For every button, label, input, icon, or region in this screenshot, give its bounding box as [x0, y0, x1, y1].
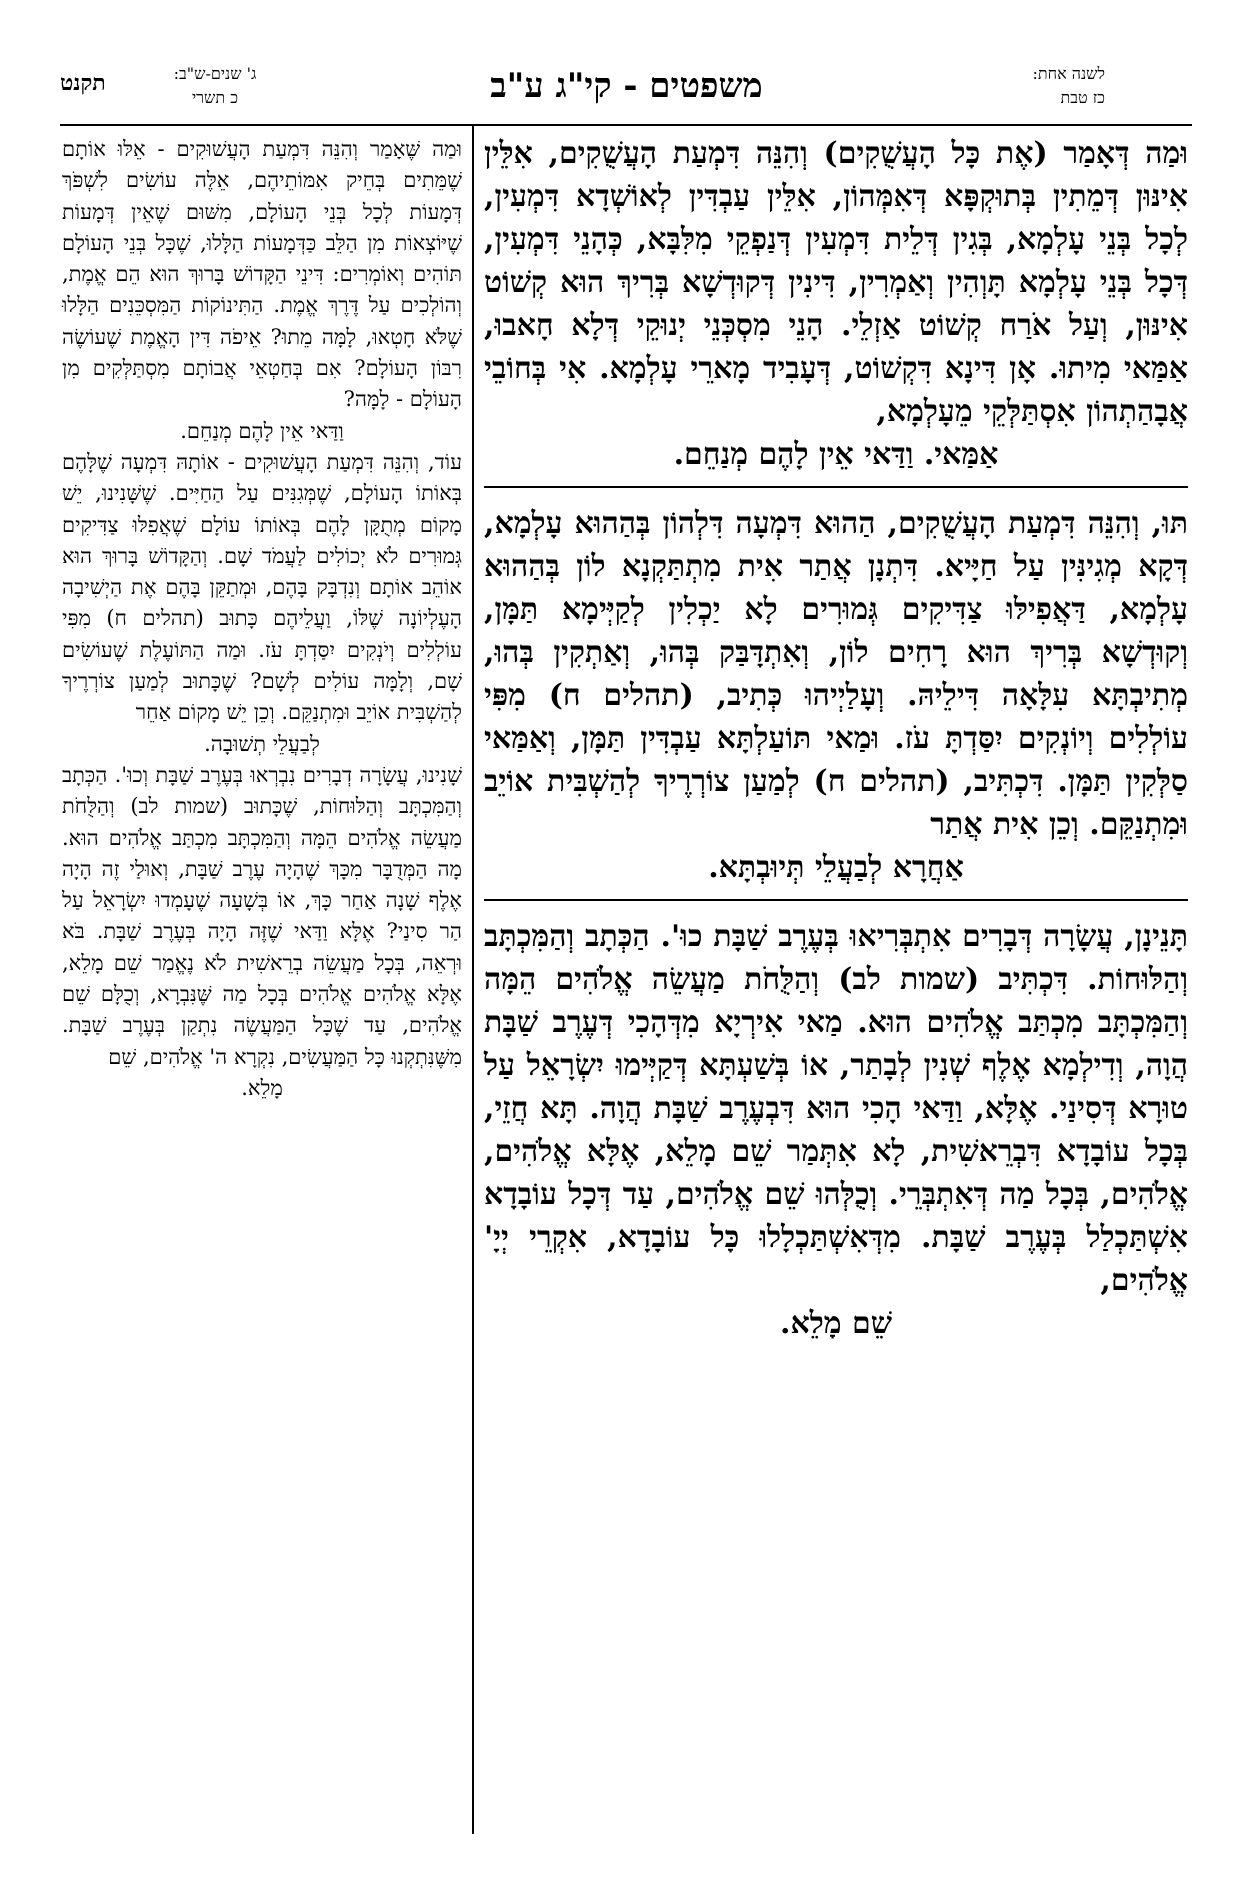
- commentary-paragraph-2-end: לְבַעֲלֵי תְשׁוּבָה.: [204, 731, 320, 756]
- main-paragraph-3: תָּנֵינָן, עֲשָׂרָה דְּבָרִים אִתְבְּרִיאוּ בְּעֶרֶב שַׁבָּת כוּ'. הַכְּתָב וְהַמִּכְתָּב וְהַלּוּחוֹת. דִּכְתִּיב (שמות לב) וְהַלֻּחֹת מַעֲשֵׂה אֱלֹהִים הֵמָּה וְהַמִּכְתָּב מִכְתַּב אֱלֹהִים הוּא. מַאי אִירְיָא מִדְּהָכִי דְּעֶרֶב שַׁבָּת הֲוָה, וְדִילְמָא אֶלֶף שְׁנִין לְבָתַר, אוֹ בְּשַׁעְתָּא דְּקַיְּימוּ יִשְׂרָאֵל עַל טוּרָא דְּסִינַי. אֶלָּא, וַדַּאי הָכִי הוּא דִּבְעֶרֶב שַׁבָּת הֲוָה. תָּא חֲזֵי, בְּכָל עוֹבָדָא דִּבְרֵאשִׁית, לָא אִתְּמַר שֵׁם מָלֵא, אֶלָּא אֱלֹהִים, אֱלֹהִים, בְּכָל מַה דְּאִתְבְּרֵי. וְכֻלְּהוּ שֵׁם אֱלֹהִים, עַד דְּכָל עוֹבָדָא אִשְׁתַּכְלַל בְּעֶרֶב שַׁבָּת. מִדְּאִשְׁתַּכְלָלוּ כָּל עוֹבָדָא, אִקְרֵי יְיָ' אֱלֹהִים,: [484, 919, 1188, 1298]
- main-paragraph-3-end: שֵׁם מָלֵא.: [780, 1306, 892, 1341]
- column-divider: [472, 126, 474, 1834]
- commentary-paragraph-3: שָׁנִינוּ, עֲשָׂרָה דְבָרִים נִבְרְאוּ בְּעֶרֶב שַׁבָּת וְכוּ'. הַכְּתָב וְהַמִּכְתָּב וְהַלּוּחוֹת, שֶׁכָּתוּב (שמות לב) וְהַלֻּחֹת מַעֲשֵׂה אֱלֹהִים הֵמָּה וְהַמִּכְתָּב מִכְתַּב אֱלֹהִים הוּא. מָה הַמְּדֻבָּר מִכָּךְ שֶׁהָיָה עֶרֶב שַׁבָּת, וְאוּלַי זֶה הָיָה אֶלֶף שָׁנָה אַחַר כָּךְ, אוֹ בְּשָׁעָה שֶׁעָמְדוּ יִשְׂרָאֵל עַל הַר סִינַי? אֶלָּא וַדַּאי שֶׁזֶּה הָיָה בְּעֶרֶב שַׁבָּת. בֹּא וּרְאֵה, בְּכָל מַעֲשֵׂה בְרֵאשִׁית לֹא נֶאֱמַר שֵׁם מָלֵא, אֶלָּא אֱלֹהִים אֱלֹהִים בְּכָל מַה שֶּׁנִּבְרָא, וְכֻלָּם שֵׁם אֱלֹהִים, עַד שֶׁכָּל הַמַּעֲשֶׂה נִתְקַן בְּעֶרֶב שַׁבָּת. מִשֶּׁנִּתְקְנוּ כָּל הַמַּעֲשִׂים, נִקְרָא ה' אֱלֹהִים, שֵׁם: [62, 762, 462, 1069]
- main-paragraph-2-end: אַחֲרָא לְבַעֲלֵי תְּיוּבְתָּא.: [708, 850, 964, 885]
- main-text-column: [484, 132, 1188, 1345]
- header-right-line1: לשנה אחת:: [1032, 64, 1105, 83]
- page-title: משפטים - קי"ג ע"ב: [490, 66, 763, 106]
- main-paragraph-1-end: אַמַּאי. וַדַּאי אֵין לָהֶם מְנַחֵם.: [673, 437, 999, 472]
- header-left-line2: כ תשרי: [191, 88, 239, 107]
- main-paragraph-2: תּוּ, וְהִנֵּה דִּמְעַת הָעֲשֻׁקִים, הַהוּא דִּמְעָה דִּלְהוֹן בְּהַהוּא עָלְמָא, דְּקָא מְגִינִּין עַל חַיָּיא. דִּתְנָן אֲתַר אִית מִתְתַּקְנָא לוֹן בְּהַהוּא עָלְמָא, דַּאֲפִילּוּ צַדִּיקִים גְּמוּרִים לָא יַכְלִין לְקַיְּימָא תַּמָּן, וְקוּדְשָׁא בְּרִיךְ הוּא רָחִים לוֹן, וְאִתְדָּבַּק בְּהוּ, וְאַתְקִין בְּהוּ, מְתִיבְתָּא עִלָּאָה דִּילֵיהּ. וְעָלַיְיהוּ כְּתִיב, (תהלים ח) מִפִּי עוֹלְלִים וְיוֹנְקִים יִסַּדְתָּ עֹז. וּמַאי תּוֹעַלְתָּא עַבְדִּין תַּמָּן, וְאַמַּאי סַלְּקִין תַּמָּן. דִּכְתִּיב, (תהלים ח) לְמַעַן צוֹרְרֶיךָ לְהַשְׁבִּית אוֹיֵב וּמִתְנַקֵּם. וְכֵן אִית אֲתַר: [484, 506, 1188, 842]
- header-right-line2: כז טבת: [1060, 88, 1105, 107]
- header-rule: [60, 124, 1192, 126]
- header-left-info: [150, 62, 280, 110]
- page-number: תקנט: [60, 70, 106, 96]
- commentary-paragraph-2: עוֹד, וְהִנֵּה דִּמְעַת הָעֲשׁוּקִים - אוֹתָהּ דִּמְעָה שֶׁלָּהֶם בְּאוֹתוֹ הָעוֹלָם, שֶׁמְּגִנִּים עַל הַחַיִּים. שֶׁשָּׁנִינוּ, יֵשׁ מָקוֹם מְתֻקָּן לָהֶם בְּאוֹתוֹ עוֹלָם שֶׁאֲפִלּוּ צַדִּיקִים גְּמוּרִים לֹא יְכוֹלִים לַעֲמֹד שָׁם. וְהַקָּדוֹשׁ בָּרוּךְ הוּא אוֹהֵב אוֹתָם וְנִדְבָּק בָּהֶם, וּמְתַקֵּן בָּהֶם אֶת הַיְשִׁיבָה הָעֶלְיוֹנָה שֶׁלּוֹ, וַעֲלֵיהֶם כָּתוּב (תהלים ח) מִפִּי עוֹלְלִים וְיֹנְקִים יִסַּדְתָּ עֹז. וּמַה הַתּוֹעֶלֶת שֶׁעוֹשִׂים שָׁם, וְלָמָּה עוֹלִים לְשָׁם? שֶׁכָּתוּב לְמַעַן צוֹרְרֶיךָ לְהַשְׁבִּית אוֹיֵב וּמִתְנַקֵּם. וְכֵן יֵשׁ מָקוֹם אַחֵר: [62, 449, 462, 725]
- paragraph-separator: [484, 899, 1188, 901]
- commentary-paragraph-1-end: וַדַּאי אֵין לָהֶם מְנַחֵם.: [180, 418, 344, 443]
- commentary-column: [62, 134, 462, 1104]
- commentary-paragraph-3-end: מָלֵא.: [241, 1075, 283, 1100]
- paragraph-separator: [484, 486, 1188, 488]
- header-left-line1: ג' שנים-ש"ב:: [173, 64, 257, 83]
- commentary-paragraph-1: וּמַה שֶּׁאָמַר וְהִנֵּה דִּמְעַת הָעֲשׁוּקִים - אֵלּוּ אוֹתָם שֶׁמֵּתִים בְּחֵיק אִמּוֹתֵיהֶם, אֵלֶּה עוֹשִׂים לִשְׁפֹּךְ דְּמָעוֹת לְכָל בְּנֵי הָעוֹלָם, מִשּׁוּם שֶׁאֵין דְּמָעוֹת שֶׁיּוֹצְאוֹת מִן הַלֵּב כַּדְּמָעוֹת הַלָּלוּ, שֶׁכָּל בְּנֵי הָעוֹלָם תּוֹהִים וְאוֹמְרִים: דִּינֵי הַקָּדוֹשׁ בָּרוּךְ הוּא הֵם אֱמֶת, וְהוֹלְכִים עַל דֶּרֶךְ אֱמֶת. הַתִּינוֹקוֹת הַמִּסְכֵּנִים הַלָּלוּ שֶׁלֹּא חָטְאוּ, לָמָּה מֵתוּ? אֵיפֹה דִּין הָאֱמֶת שֶׁעוֹשֶׂה רִבּוֹן הָעוֹלָם? אִם בְּחַטְאֵי אֲבוֹתָם מִסְתַּלְּקִים מִן הָעוֹלָם - לָמָּה?: [62, 137, 462, 412]
- main-paragraph-1: וּמַה דְּאָמַר (אֶת כָּל הָעֲשֻׁקִים) וְהִנֵּה דִּמְעַת הָעֲשֻׁקִים, אִלֵּין אִינּוּן דְּמֵתִין בְּתוּקְפָּא דְּאִמְּהוֹן, אִלֵּין עַבְדִּין לְאוֹשְׁדָא דִּמְעִין, לְכָל בְּנֵי עָלְמָא, בְּגִין דְּלֵית דִּמְעִין דְּנַפְקֵי מִלִּבָּא, כְּהָנֵי דִּמְעִין, דְּכָל בְּנֵי עָלְמָא תָּוְהִין וְאַמְרִין, דִּינִין דְּקוּדְשָׁא בְּרִיךְ הוּא קְשׁוֹט אִינּוּן, וְעַל אֹרַח קְשׁוֹט אַזְלֵי. הָנֵי מִסְכְּנֵי יְנוּקֵי דְּלָא חָאבוּ, אַמַּאי מִיתוּ. אָן דִּינָא דִּקְשׁוֹט, דְּעָבִיד מָארֵי עָלְמָא. אִי בְּחוֹבֵי אֲבָהַתְהוֹן אִסְתַּלְּקֵי מֵעָלְמָא,: [484, 136, 1188, 429]
- page-header: [0, 62, 1253, 118]
